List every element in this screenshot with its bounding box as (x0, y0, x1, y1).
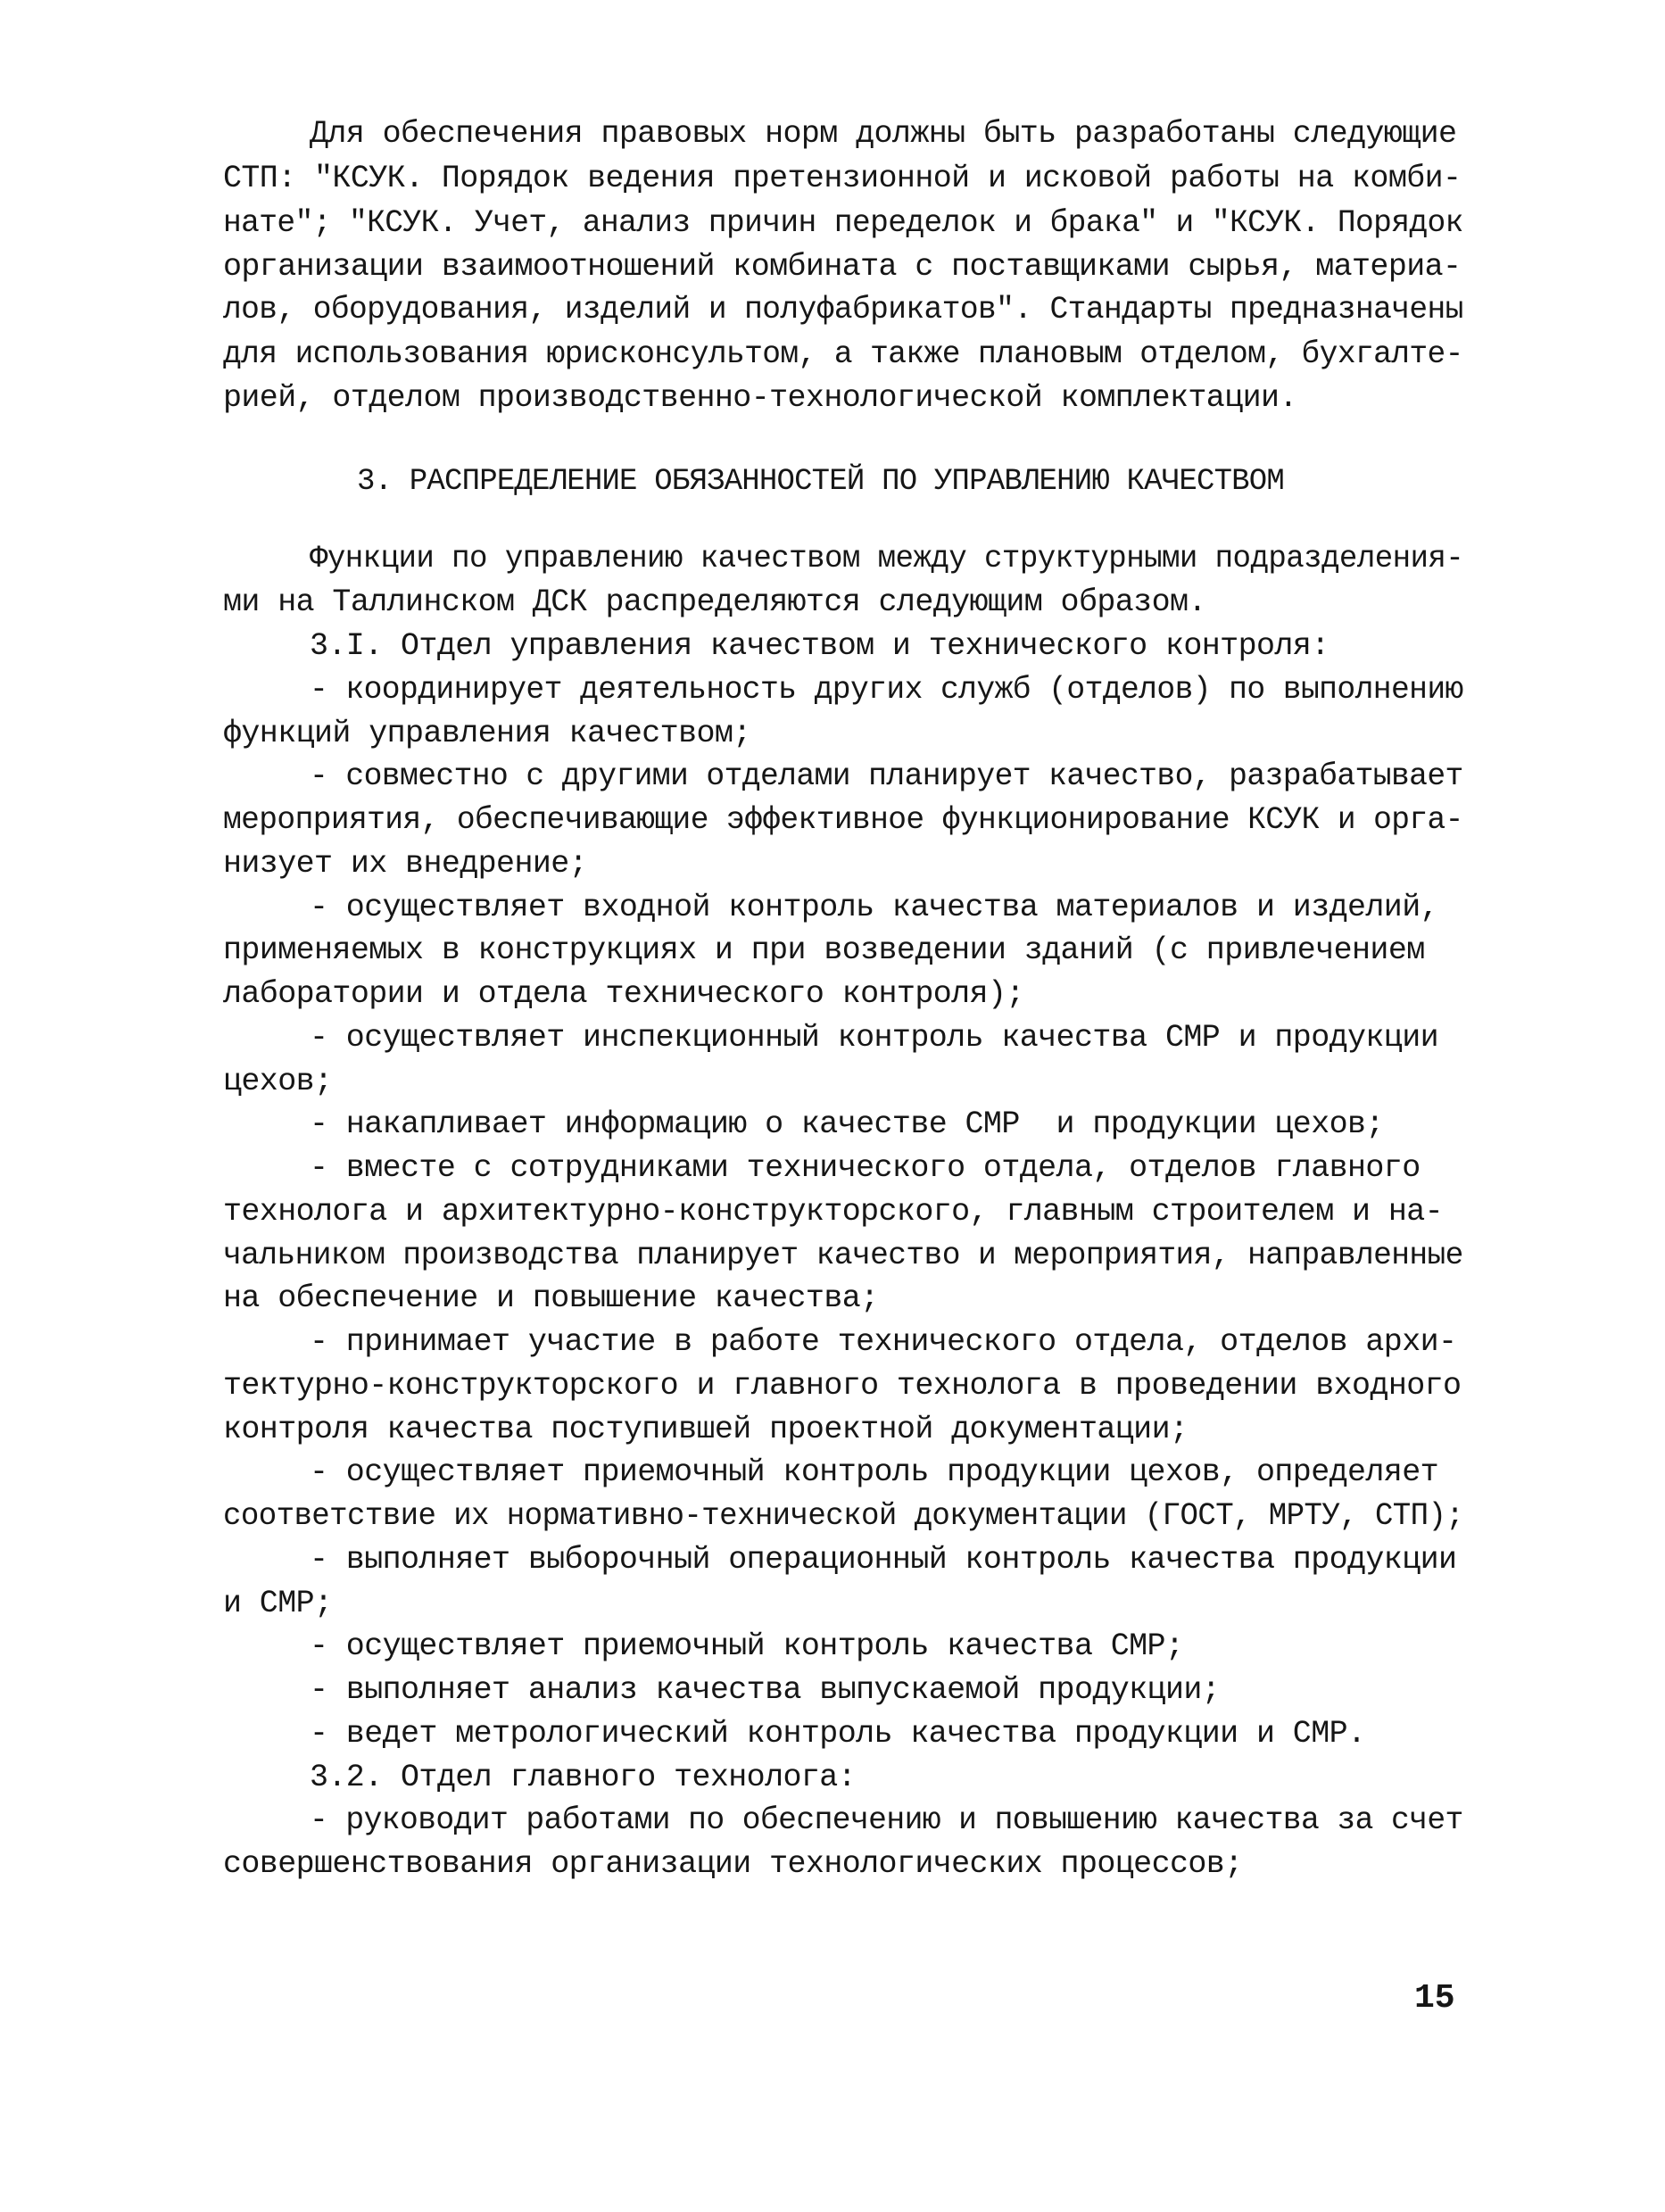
body-line: - выполняет выборочный операционный контроль качества продукции (310, 1542, 1457, 1578)
body-line: технолога и архитектурно-конструкторского, главным строителем и на- (223, 1194, 1444, 1230)
body-line: - выполняет анализ качества выпускаемой продукции; (310, 1672, 1221, 1708)
page-number: 15 (1414, 1979, 1455, 2017)
intro-line: Для обеспечения правовых норм должны быть разработаны следующие (310, 116, 1457, 152)
body-line: - осуществляет инспекционный контроль качества СМР и продукции (310, 1020, 1439, 1056)
body-line: и СМР; (223, 1586, 333, 1621)
body-line: функций управления качеством; (223, 716, 751, 751)
body-line: ми на Таллинском ДСК распределяются следующим образом. (223, 584, 1206, 620)
body-line: совершенствования организации технологических процессов; (223, 1846, 1243, 1882)
intro-line: лов, оборудования, изделий и полуфабрикатов". Стандарты предназначены (223, 292, 1463, 327)
body-line: цехов; (223, 1064, 333, 1099)
body-line: - осуществляет приемочный контроль продукции цехов, определяет (310, 1454, 1439, 1490)
body-line: - координирует деятельность других служб (отделов) по выполнению (310, 672, 1463, 708)
body-line: 3.I. Отдел управления качеством и технического контроля: (310, 628, 1330, 664)
intro-line: нате"; "КСУК. Учет, анализ причин переделок и брака" и "КСУК. Порядок (223, 205, 1463, 241)
body-line: - осуществляет приемочный контроль качества СМР; (310, 1628, 1184, 1664)
body-line: Функции по управлению качеством между структурными подразделения- (310, 541, 1464, 576)
body-line: мероприятия, обеспечивающие эффективное функционирование КСУК и орга- (223, 802, 1463, 838)
body-line: - принимает участие в работе технического отдела, отделов архи- (310, 1324, 1457, 1360)
intro-line: для использования юрисконсультом, а также плановым отделом, бухгалте- (223, 336, 1463, 372)
body-line: чальником производства планирует качество и мероприятия, направленные (223, 1238, 1463, 1273)
section-heading: 3. РАСПРЕДЕЛЕНИЕ ОБЯЗАННОСТЕЙ ПО УПРАВЛЕНИЮ КАЧЕСТВОМ (357, 465, 1284, 499)
body-line: - руководит работами по обеспечению и повышению качества за счет (310, 1802, 1463, 1838)
intro-line: организации взаимоотношений комбината с поставщиками сырья, материа- (223, 249, 1462, 285)
body-line: - совместно с другими отделами планирует качество, разрабатывает (310, 758, 1463, 794)
body-line: 3.2. Отдел главного технолога: (310, 1760, 857, 1795)
body-line: на обеспечение и повышение качества; (223, 1280, 879, 1316)
body-line: соответствие их нормативно-технической документации (ГОСТ, МРТУ, СТП); (223, 1498, 1464, 1534)
intro-line: рией, отделом производственно-технологической комплектации. (223, 380, 1297, 416)
body-line: - осуществляет входной контроль качества материалов и изделий, (310, 890, 1439, 925)
body-line: низует их внедрение; (223, 846, 588, 882)
body-line: - ведет метрологический контроль качества продукции и СМР. (310, 1716, 1366, 1752)
intro-line: СТП: "КСУК. Порядок ведения претензионной и исковой работы на комби- (223, 161, 1462, 196)
body-line: - накапливает информацию о качестве СМР и продукции цехов; (310, 1106, 1384, 1142)
body-line: - вместе с сотрудниками технического отдела, отделов главного (310, 1150, 1421, 1186)
body-line: применяемых в конструкциях и при возведении зданий (с привлечением (223, 932, 1425, 968)
body-line: лаборатории и отдела технического контроля); (223, 976, 1024, 1012)
body-line: тектурно-конструкторского и главного технолога в проведении входного (223, 1368, 1462, 1404)
body-line: контроля качества поступившей проектной документации; (223, 1412, 1189, 1447)
